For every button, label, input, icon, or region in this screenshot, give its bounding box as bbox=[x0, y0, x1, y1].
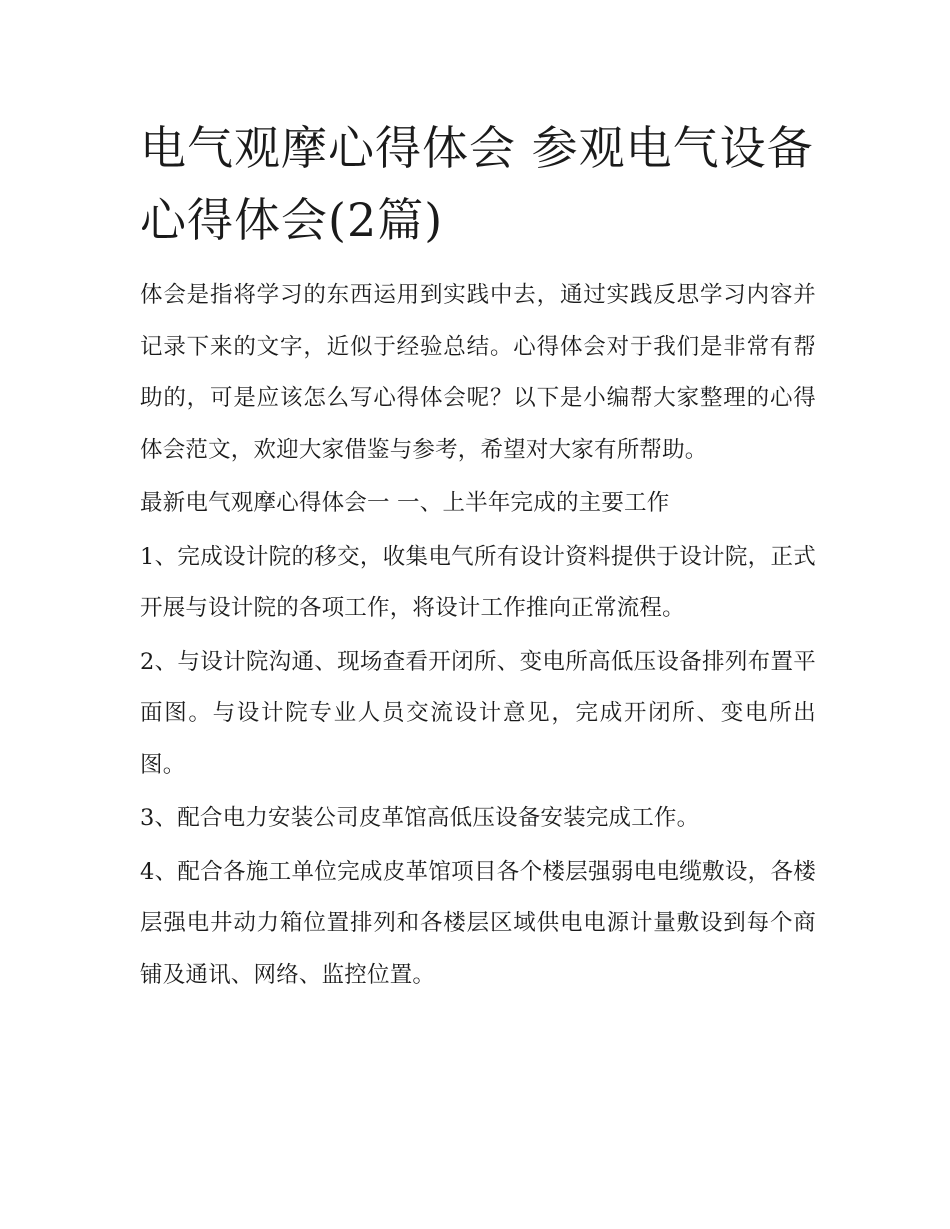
list-item-2: 2、与设计院沟通、现场查看开闭所、变电所高低压设备排列布置平面图。与设计院专业人员交流设计意见，完成开闭所、变电所出图。 bbox=[140, 648, 816, 778]
document-page bbox=[140, 112, 816, 1003]
document-body bbox=[140, 270, 816, 1001]
list-item-1: 1、完成设计院的移交，收集电气所有设计资料提供于设计院，正式开展与设计院的各项工作，将设计工作推向正常流程。 bbox=[140, 543, 816, 621]
intro-paragraph: 体会是指将学习的东西运用到实践中去，通过实践反思学习内容并记录下来的文字，近似于经验总结。心得体会对于我们是非常有帮助的，可是应该怎么写心得体会呢？以下是小编帮大家整理的心得体会范文，欢迎大家借鉴与参考，希望对大家有所帮助。 bbox=[140, 282, 816, 463]
section-heading: 最新电气观摩心得体会一 一、上半年完成的主要工作 bbox=[140, 490, 670, 516]
list-item-3: 3、配合电力安装公司皮革馆高低压设备安装完成工作。 bbox=[140, 805, 700, 831]
list-item-4: 4、配合各施工单位完成皮革馆项目各个楼层强弱电电缆敷设，各楼层强电井动力箱位置排列和各楼层区域供电电源计量敷设到每个商铺及通讯、网络、监控位置。 bbox=[140, 858, 816, 988]
document-title: 电气观摩心得体会 参观电气设备心得体会(2篇) bbox=[140, 121, 814, 247]
